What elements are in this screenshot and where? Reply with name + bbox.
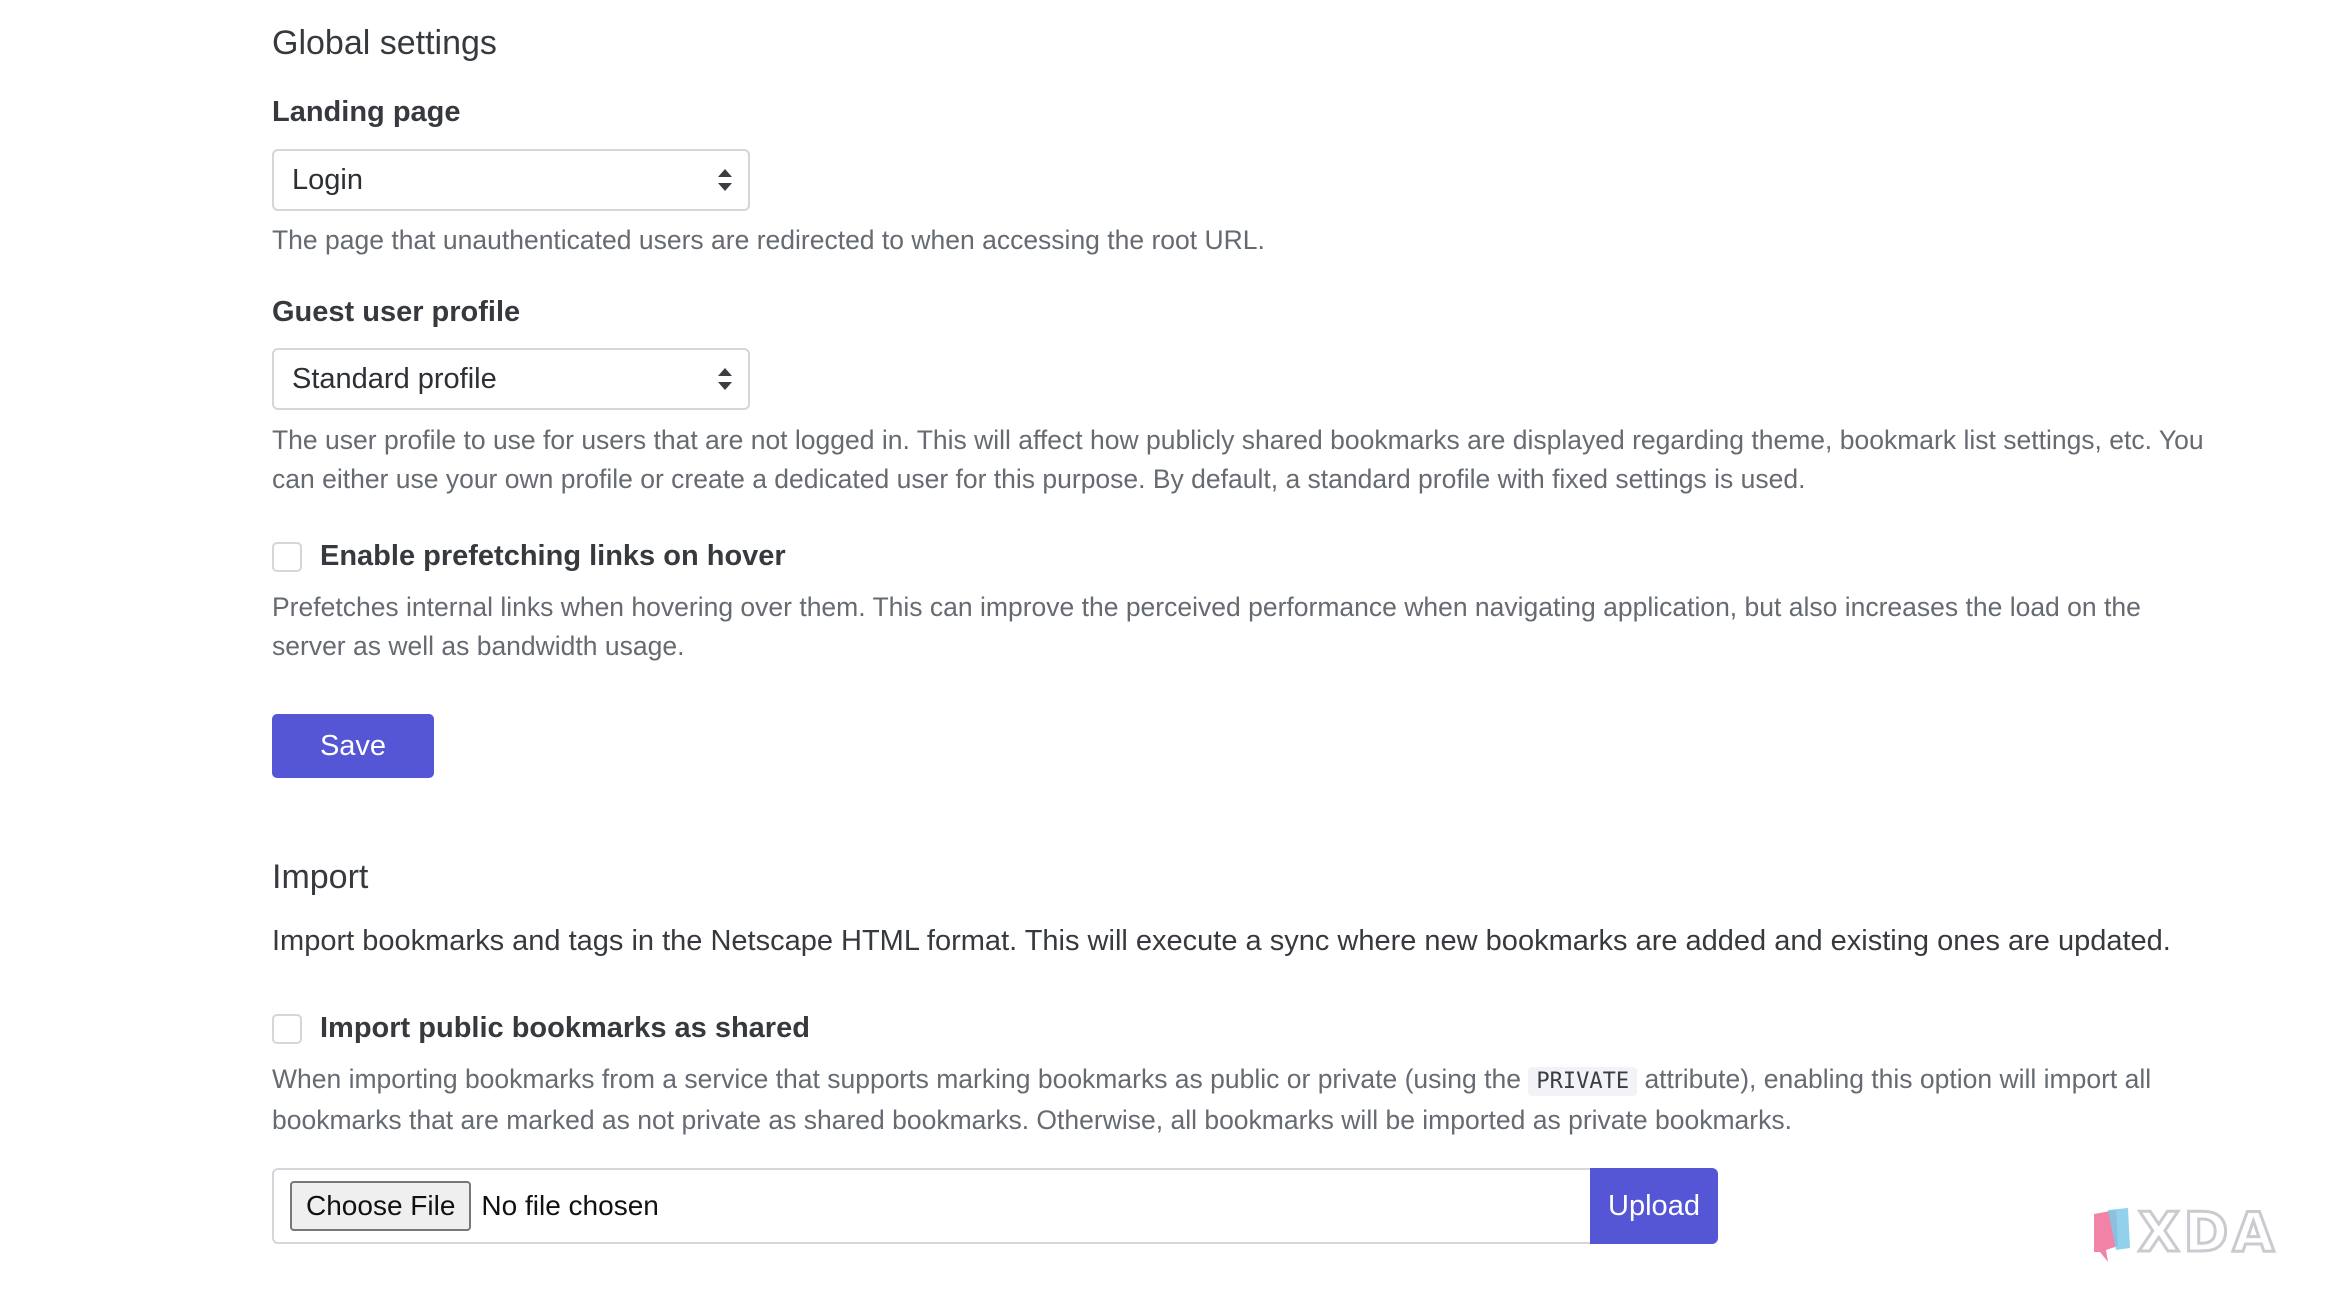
import-public-checkbox[interactable]	[272, 1014, 302, 1044]
landing-page-help: The page that unauthenticated users are redirected to when accessing the root URL.	[272, 225, 1265, 255]
guest-user-profile-label: Guest user profile	[272, 296, 521, 328]
save-button[interactable]: Save	[272, 714, 434, 778]
private-attribute-code: PRIVATE	[1528, 1067, 1637, 1096]
landing-page-select[interactable]	[272, 149, 750, 211]
select-arrows-icon	[716, 366, 734, 392]
upload-button[interactable]: Upload	[1590, 1168, 1718, 1244]
svg-text:XDA: XDA	[2138, 1201, 2279, 1264]
choose-file-button[interactable]: Choose File	[290, 1181, 471, 1231]
select-arrows-icon	[716, 167, 734, 193]
import-public-help-text-start: When importing bookmarks from a service that supports marking bookmarks as public or private (using the	[272, 1064, 1521, 1094]
global-settings-heading: Global settings	[272, 24, 497, 62]
prefetch-option	[272, 540, 786, 573]
xda-logo-icon	[2086, 1196, 2306, 1276]
guest-user-profile-select[interactable]	[272, 348, 750, 410]
guest-user-profile-selected-value: Standard profile	[292, 362, 497, 395]
import-public-help	[272, 1060, 2212, 1140]
import-public-option	[272, 1012, 810, 1045]
prefetch-checkbox[interactable]	[272, 542, 302, 572]
prefetch-help: Prefetches internal links when hovering over them. This can improve the perceived performance when navigating application, but also increases the load on the server as well as bandwidth usage.	[272, 592, 2141, 661]
landing-page-selected-value: Login	[292, 163, 363, 196]
prefetch-label[interactable]: Enable prefetching links on hover	[320, 540, 786, 572]
import-description: Import bookmarks and tags in the Netscape HTML format. This will execute a sync where new bookmarks are added and existing ones are updated.	[272, 925, 2171, 957]
import-heading: Import	[272, 858, 369, 896]
file-input[interactable]	[272, 1168, 1590, 1244]
file-status-text: No file chosen	[481, 1190, 659, 1221]
guest-user-profile-help: The user profile to use for users that are not logged in. This will affect how publicly shared bookmarks are displayed regarding theme, bookmark list settings, etc. You can either use your own profile or create a dedicated user for this purpose. By default, a standard profile with fixed settings is used.	[272, 425, 2204, 494]
import-upload-group	[272, 1168, 1718, 1244]
import-public-help-text-end: attribute), enabling this option will import all bookmarks that are marked as not private as shared bookmarks. Otherwise, all bookmarks will be imported as private bookmarks.	[272, 1064, 2152, 1135]
import-public-label[interactable]: Import public bookmarks as shared	[320, 1012, 810, 1044]
landing-page-label: Landing page	[272, 96, 461, 128]
